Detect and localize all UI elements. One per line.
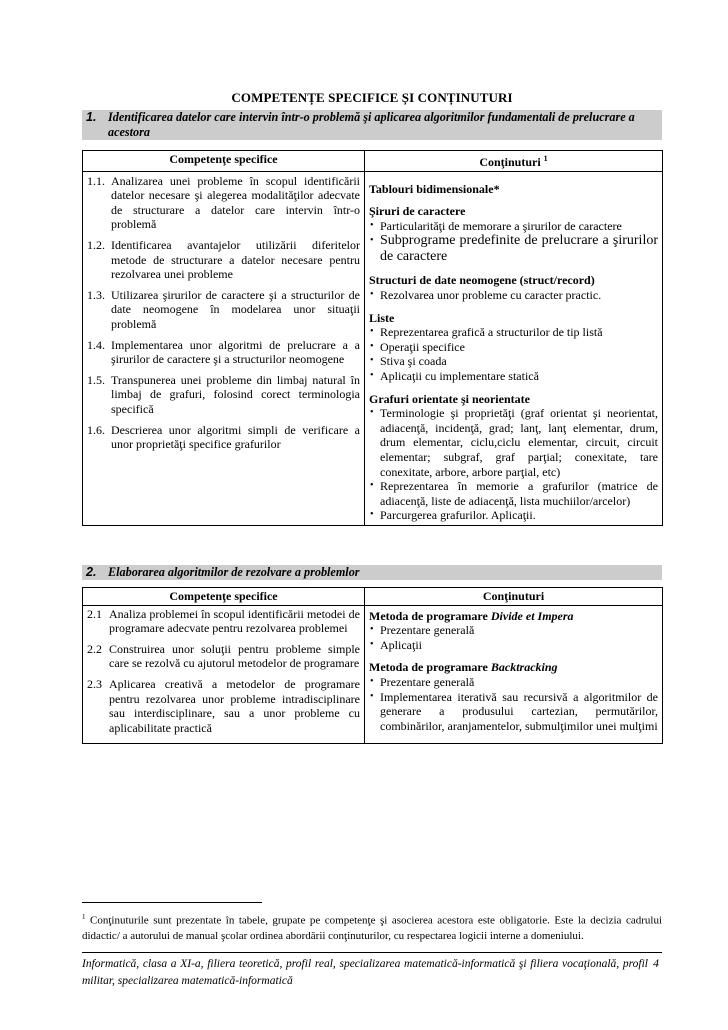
- footnote: [82, 910, 662, 944]
- content-divide-item: • Prezentare generală: [369, 623, 658, 638]
- content-siruri: Şiruri de caractere: [369, 204, 466, 219]
- content-backtracking: Metoda de programare Backtracking: [369, 660, 558, 675]
- content-structuri: Structuri de date neomogene (struct/record): [369, 273, 595, 288]
- competency-2-2: 2.2 Construirea unor soluţii pentru probleme simple care se rezolvă cu ajutorul metodelor de programare: [87, 641, 360, 671]
- competency-2-3: 2.3 Aplicarea creativă a metodelor de programare pentru rezolvarea unor probleme intradisciplinare sau interdisciplinare, sau a unor probleme cu aplicabilitate practică: [87, 676, 360, 735]
- content-tablouri: Tablouri bidimensionale*: [369, 181, 500, 196]
- section-2-number: 2.: [86, 565, 97, 579]
- section-2-col-contents: Conţinuturi: [365, 588, 663, 606]
- content-grafuri-item: • Terminologie şi proprietăţi (graf orientat şi neorientat, adiacenţă, incidenţă, grad; lanţ, lanţ elementar, drum, drum elementar, ciclu,ciclu elementar, circuit, circuit elementar; subgraf, graf parţial; conexitate, tare conexitate, arbore, arbore parţial, etc): [369, 406, 658, 479]
- section-2-heading: [82, 565, 662, 580]
- page-number: 4: [653, 956, 659, 970]
- footnote-mark: 1: [82, 913, 86, 921]
- content-siruri-item: • Particularităţi de memorare a şirurilor de caractere: [369, 219, 658, 234]
- content-divide-et-impera: Metoda de programare Divide et Impera: [369, 608, 574, 623]
- content-liste-item: • Reprezentarea grafică a structurilor de tip listă: [369, 325, 658, 340]
- content-liste-item: • Operaţii specifice: [369, 340, 658, 355]
- section-1-col-contents: Conţinuturi $^1$: [365, 151, 663, 172]
- content-grafuri-item: • Parcurgerea grafurilor. Aplicaţii.: [369, 508, 658, 523]
- section-1-table: [82, 150, 663, 526]
- section-1-heading-text: Identificarea datelor care intervin într-o problemă şi aplicarea algoritmilor fundamentali de prelucrare a acestora: [108, 110, 635, 139]
- competency-1-5: 1.5. Transpunerea unei probleme din limbaj natural în limbaj de grafuri, folosind corect terminologia specifică: [87, 372, 360, 416]
- content-grafuri: Grafuri orientate şi neorientate: [369, 391, 530, 406]
- competency-2-1: 2.1 Analiza problemei în scopul identificării metodei de programare adecvate pentru rezolvarea problemei: [87, 606, 360, 636]
- competency-1-6: 1.6. Descrierea unor algoritmi simpli de verificare a unor proprietăţi specifice grafurilor: [87, 422, 360, 452]
- section-1-competencies-cell: [83, 171, 365, 525]
- content-liste: Liste: [369, 310, 395, 325]
- content-structuri-item: • Rezolvarea unor probleme cu caracter practic.: [369, 288, 658, 303]
- content-siruri-item: • Subprograme predefinite de prelucrare a şirurilor de caractere: [369, 233, 658, 265]
- section-1-heading: [82, 110, 662, 140]
- section-2-competencies-cell: [83, 605, 365, 744]
- page-title: COMPETENȚE SPECIFICE ȘI CONȚINUTURI: [231, 90, 513, 105]
- competency-1-2: 1.2. Identificarea avantajelor utilizării diferitelor metode de structurare a datelor necesare pentru rezolvarea unei probleme: [87, 237, 360, 282]
- content-backtracking-item: • Implementarea iterativă sau recursivă a algoritmilor de generare a produsului cartezian, permutărilor, combinărilor, aranjamentelor, submulţimilor unei mulţimi: [369, 690, 658, 734]
- content-grafuri-item: • Reprezentarea în memorie a grafurilor (matrice de adiacenţă, liste de adiacenţă, lista muchiilor/arcelor): [369, 479, 658, 508]
- section-1-contents-cell: [365, 171, 663, 525]
- content-liste-item: • Stiva şi coada: [369, 354, 658, 369]
- footer-divider: [82, 952, 662, 953]
- competency-1-1: 1.1. Analizarea unei probleme în scopul identificării datelor necesare şi alegerea modalităţilor adecvate de structurare a datelor care intervin într-o problemă: [87, 173, 360, 232]
- footnote-divider: [82, 902, 262, 903]
- competency-1-3: 1.3. Utilizarea şirurilor de caractere şi a structurilor de date neomogene în modelarea unor situaţii problemă: [87, 287, 360, 331]
- content-divide-item: • Aplicaţii: [369, 638, 658, 653]
- section-2-heading-text: Elaborarea algoritmilor de rezolvare a problemlor: [108, 565, 360, 579]
- section-1-col-competencies: Competenţe specifice: [83, 151, 365, 172]
- footnote-ref: 1: [543, 154, 548, 163]
- content-backtracking-item: • Prezentare generală: [369, 675, 658, 690]
- footnote-text: Conţinuturile sunt prezentate în tabele, grupate pe competenţe şi asocierea acestora este obligatorie. Este la decizia cadrului didactic/ a autorului de manual şcolar ordinea abordării conţinuturilor, cu respectarea logicii interne a domeniului.: [82, 914, 662, 942]
- section-1-number: 1.: [86, 110, 97, 124]
- section-2-contents-cell: [365, 605, 663, 744]
- footer-text: Informatică, clasa a XI-a, filiera teoretică, profil real, specializarea matematică-informatică şi filiera vocaţională, profil militar, specializarea matematică-informatică: [82, 958, 648, 987]
- section-2-table: [82, 587, 663, 744]
- section-2-col-competencies: Competenţe specifice: [83, 588, 365, 606]
- content-liste-item: • Aplicaţii cu implementare statică: [369, 369, 658, 384]
- competency-1-4: 1.4. Implementarea unor algoritmi de prelucrare a a şirurilor de caractere şi a structurilor neomogene: [87, 337, 360, 367]
